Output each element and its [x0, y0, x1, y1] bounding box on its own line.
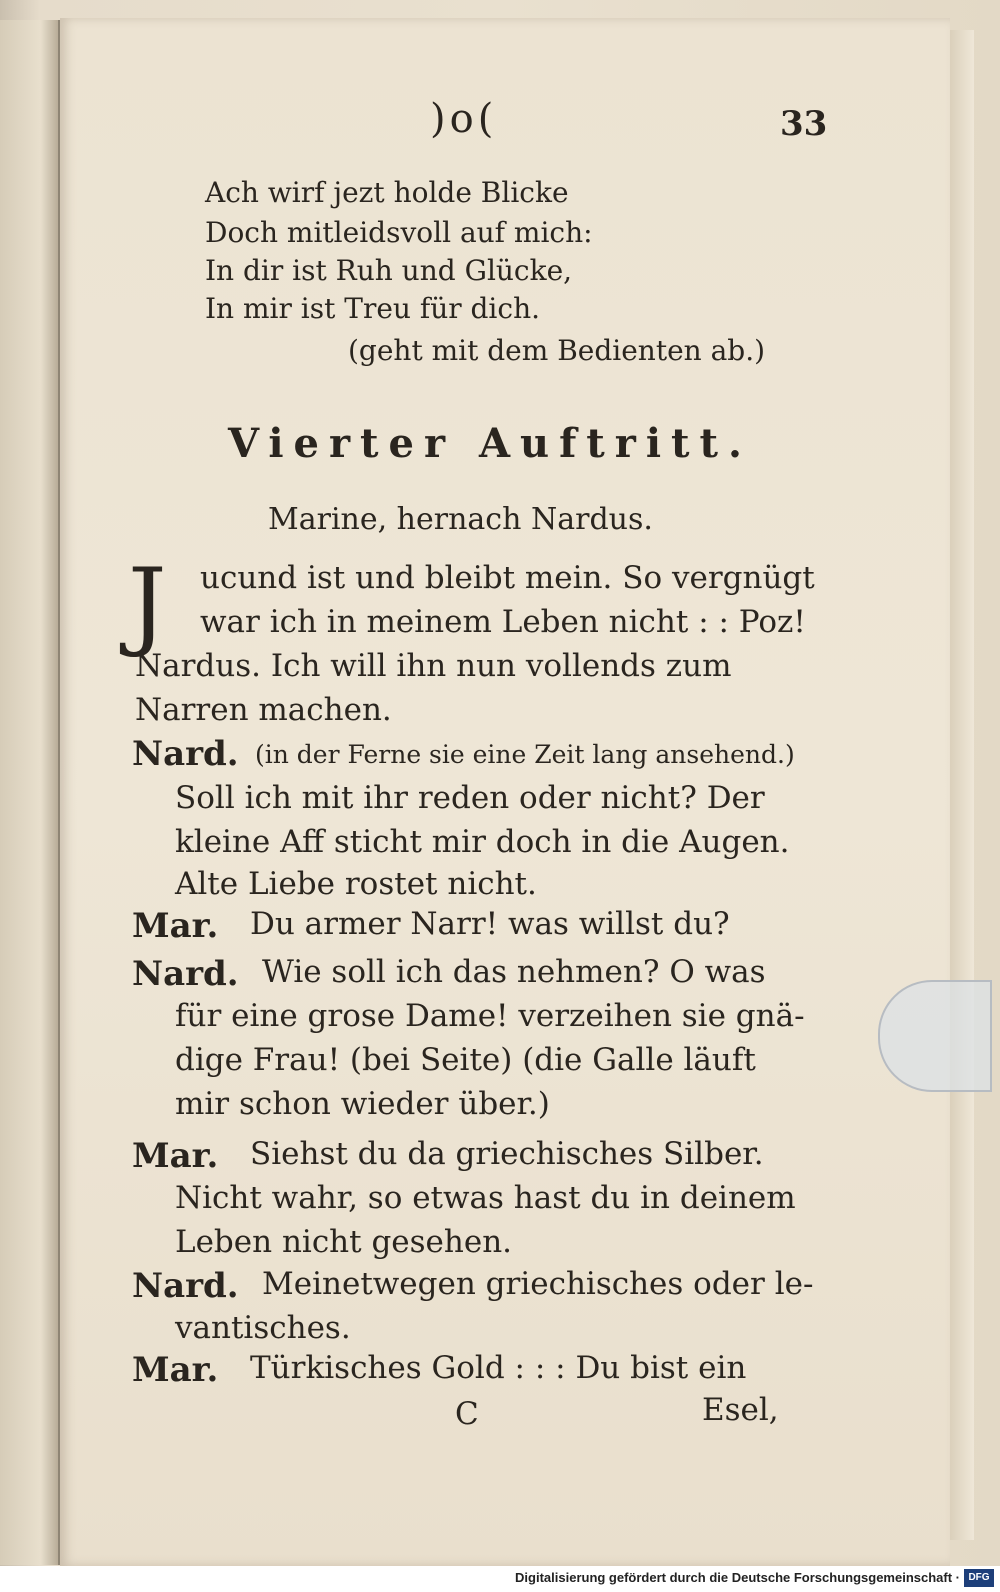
drop-cap: J: [128, 548, 167, 660]
text-line: Alte Liebe rostet nicht.: [175, 866, 537, 902]
text-line: Siehst du da griechisches Silber.: [250, 1136, 764, 1172]
footer-credit: Digitalisierung gefördert durch die Deutsche Forschungsgemeinschaft ·: [515, 1570, 960, 1585]
text-line: war ich in meinem Leben nicht : : Poz!: [200, 604, 806, 640]
footer-bar: [0, 1566, 1000, 1592]
verse-line: Doch mitleidsvoll auf mich:: [205, 216, 593, 249]
speaker-label: Nard.: [132, 734, 239, 774]
speaker-label: Nard.: [132, 954, 239, 994]
text-line: Soll ich mit ihr reden oder nicht? Der: [175, 780, 765, 816]
text-line: Wie soll ich das nehmen? O was: [262, 954, 766, 990]
stage-direction: (geht mit dem Bedienten ab.): [348, 334, 766, 367]
speaker-label: Mar.: [132, 906, 219, 946]
scene-title: Vierter Auftritt.: [228, 420, 752, 467]
stage-direction: (in der Ferne sie eine Zeit lang ansehend.): [255, 740, 795, 769]
dfg-logo: DFG: [964, 1569, 994, 1587]
text-line: vantisches.: [175, 1310, 351, 1346]
page-number: 33: [780, 104, 828, 144]
speaker-label: Mar.: [132, 1350, 219, 1390]
text-line: Nicht wahr, so etwas hast du in deinem: [175, 1180, 796, 1216]
catchword: Esel,: [702, 1392, 779, 1428]
text-line: kleine Aff sticht mir doch in die Augen.: [175, 824, 790, 860]
text-line: Leben nicht gesehen.: [175, 1224, 513, 1260]
text-line: dige Frau! (bei Seite) (die Galle läuft: [175, 1042, 756, 1078]
text-line: Nardus. Ich will ihn nun vollends zum: [135, 648, 732, 684]
previous-page-edge: [0, 20, 60, 1565]
signature-mark: C: [455, 1396, 479, 1432]
verse-line: In mir ist Treu für dich.: [205, 292, 541, 325]
text-line: Türkisches Gold : : : Du bist ein: [250, 1350, 747, 1386]
text-line: für eine grose Dame! verzeihen sie gnä-: [175, 998, 805, 1034]
text-line: Meinetwegen griechisches oder le-: [262, 1266, 814, 1302]
text-line: Du armer Narr! was willst du?: [250, 906, 730, 942]
verse-line: Ach wirf jezt holde Blicke: [205, 176, 569, 209]
scroll-tab-handle[interactable]: [878, 980, 992, 1092]
header-ornament: )o(: [430, 96, 498, 142]
text-line: Narren machen.: [135, 692, 392, 728]
speaker-label: Nard.: [132, 1266, 239, 1306]
text-line: mir schon wieder über.): [175, 1086, 550, 1122]
speaker-label: Mar.: [132, 1136, 219, 1176]
text-line: ucund ist und bleibt mein. So vergnügt: [200, 560, 815, 596]
verse-line: In dir ist Ruh und Glücke,: [205, 254, 573, 287]
cast-line: Marine, hernach Nardus.: [268, 502, 653, 537]
